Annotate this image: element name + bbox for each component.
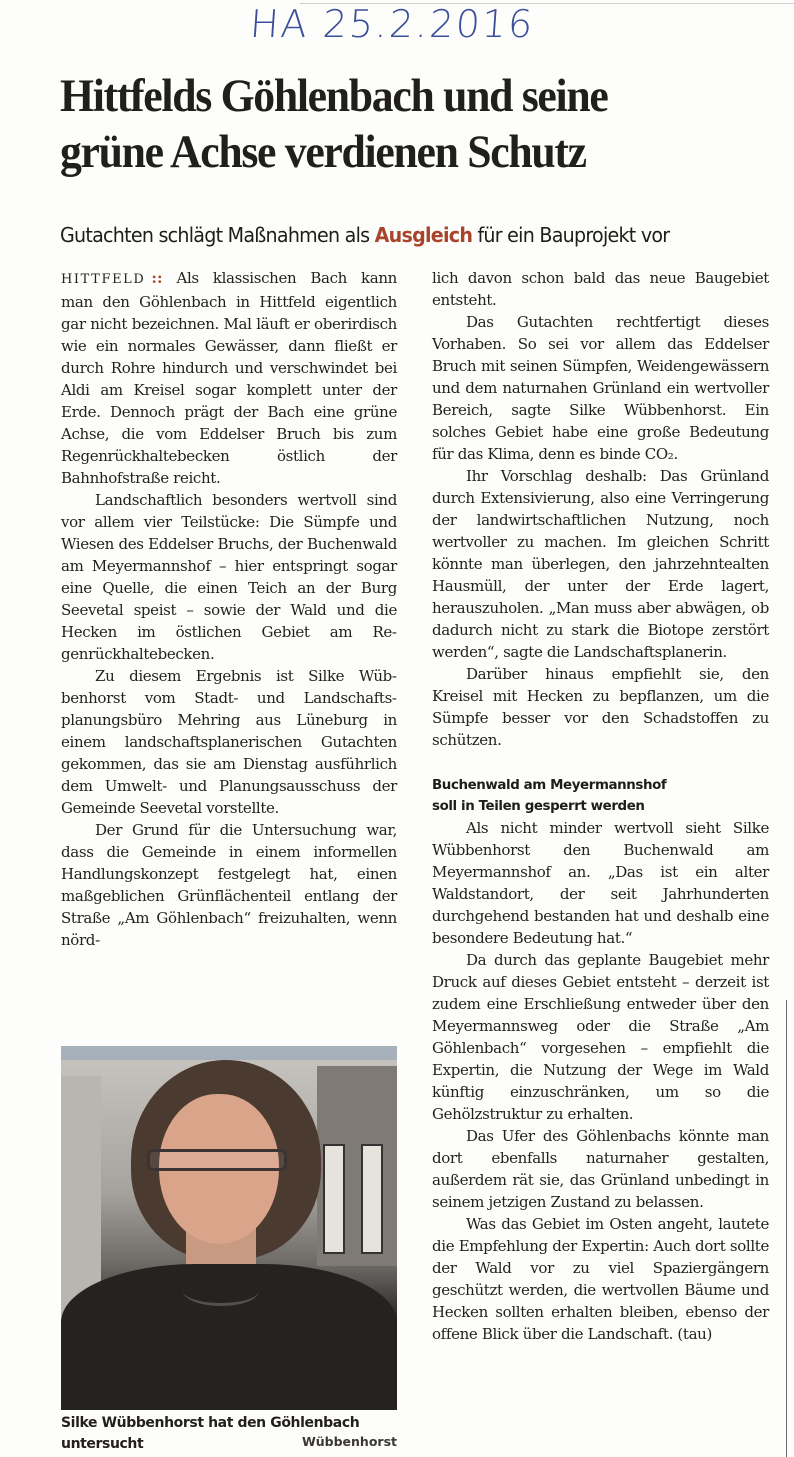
photo-glasses xyxy=(147,1149,287,1171)
photo-binder xyxy=(361,1144,383,1254)
subheadline xyxy=(60,223,730,247)
photo-necklace xyxy=(183,1276,259,1306)
section-heading xyxy=(432,775,769,817)
handwritten-annotation: HA 25.2.2016 xyxy=(248,2,536,46)
subheadline-after: für ein Bauprojekt vor xyxy=(472,223,670,247)
paragraph: Zu diesem Ergebnis ist Silke Wübbenhorst vom Stadt- und Landschaftsplanungsbüro Mehring aus Lüneburg in einem landschaftsplanerischen Gutachten gekommen, das sie am Dienstag ausführlich dem Umwelt- und Planungsausschuss der Gemeinde Seevetal vorstellte. xyxy=(61,667,397,817)
portrait-photo xyxy=(61,1046,397,1410)
article-column-right xyxy=(432,267,769,1345)
photo-binder xyxy=(323,1144,345,1254)
paragraph: Ihr Vorschlag deshalb: Das Grünland durch Extensivierung, also eine Verringerung der landwirtschaftlichen Nutzung, noch wertvoller zu machen. Im gleichen Schritt könnte man überlegen, den jahrzehntealten Hausmüll, der unter der Erde lagert, herauszuholen. „Man muss aber abwägen, ob dadurch nicht zu stark die Biotope zerstört werden“, sagte die Landschaftsplanerin. xyxy=(432,467,769,661)
paragraph: Landschaftlich besonders wertvoll sind vor allem vier Teilstücke: Die Sümpfe und Wiesen des Eddelser Bruchs, der Buchenwald am Meyermannshof – hier entspringt sogar eine Quelle, die einen Teich an der Burg Seevetal speist – sowie der Wald und die Hecken im östlichen Gebiet am Regenrückhaltebecken. xyxy=(61,491,397,663)
subheadline-accent: Ausgleich xyxy=(374,223,473,247)
paragraph xyxy=(61,267,397,489)
paragraph-text: Als klassischen Bach kann man den Göhlenbach in Hittfeld eigentlich gar nicht bezeichnen. Mal läuft er oberirdisch wie ein normales Gewässer, dann fließt er durch Rohre hindurch und verschwindet bei Aldi am Kreisel sogar komplett unter der Erde. Dennoch prägt der Bach eine grüne Achse, die vom Eddelser Bruch bis zum Regenrückhaltebecken östlich der Bahnhofstraße reicht. xyxy=(61,269,397,487)
article-column-left xyxy=(61,267,397,951)
dateline: HITTFELD xyxy=(61,272,146,287)
paragraph: Der Grund für die Untersuchung war, dass die Gemeinde in einem informellen Handlungskonzept festgelegt hat, einen maßgeblichen Grünflächenteil entlang der Straße „Am Göhlenbach“ freizuhalten, wenn nörd- xyxy=(61,821,397,949)
page-edge-line xyxy=(786,1000,787,1457)
headline-line-2: grüne Achse verdienen Schutz xyxy=(60,126,586,178)
photo-bg-shelf xyxy=(61,1046,397,1060)
section-heading-line-2: soll in Teilen gesperrt werden xyxy=(432,799,645,814)
dateline-marker: :: xyxy=(151,269,163,287)
headline-line-1: Hittfelds Göhlenbach und seine xyxy=(60,70,608,122)
section-heading-line-1: Buchenwald am Meyermannshof xyxy=(432,778,667,793)
subheadline-before: Gutachten schlägt Maßnahmen als xyxy=(60,223,375,247)
photo-credit: Wübbenhorst xyxy=(301,1434,397,1449)
paragraph: Da durch das geplante Baugebiet mehr Druck auf dieses Gebiet entsteht – derzeit ist zudem eine Erschließung entweder über den Meyermannsweg oder die Straße „Am Göhlenbach“ vorgesehen – empfiehlt die Expertin, die Nutzung der Wege im Wald künftig einzuschränken, um so die Gehölzstruktur zu erhalten. xyxy=(432,951,769,1123)
paragraph: Das Gutachten rechtfertigt dieses Vorhaben. So sei vor allem das Eddelser Bruch mit seinen Sümpfen, Weidengewässern und dem naturnahen Grünland ein wertvoller Bereich, sagte Silke Wübbenhorst. Ein solches Gebiet habe eine große Bedeutung für das Klima, denn es binde CO₂. xyxy=(432,313,769,463)
paragraph: Als nicht minder wertvoll sieht Silke Wübbenhorst den Buchenwald am Meyermannshof an. „Das ist ein alter Waldstandort, der seit Jahrhunderten durchgehend bestanden hat und deshalb eine besondere Bedeutung hat.“ xyxy=(432,819,769,947)
headline xyxy=(60,68,711,180)
paragraph: Was das Gebiet im Osten angeht, lautete die Empfehlung der Expertin: Auch dort sollte der Wald vor zu viel Spaziergängern geschützt werden, die wertvollen Bäume und Hecken sollten erhalten bleiben, ebenso der offene Blick über die Landschaft. (tau) xyxy=(432,1215,769,1343)
photo-caption: Silke Wübbenhorst hat den Göhlenbach untersucht xyxy=(61,1415,360,1452)
paragraph: Darüber hinaus empfiehlt sie, den Kreisel mit Hecken zu bepflanzen, um die Sümpfe besser vor den Schadstoffen zu schützen. xyxy=(432,665,769,749)
paragraph: Das Ufer des Göhlenbachs könnte man dort ebenfalls naturnaher gestalten, außerdem rät sie, das Grünland unbedingt in seinem jetzigen Zustand zu belassen. xyxy=(432,1127,769,1211)
paragraph: lich davon schon bald das neue Baugebiet entsteht. xyxy=(432,269,769,309)
